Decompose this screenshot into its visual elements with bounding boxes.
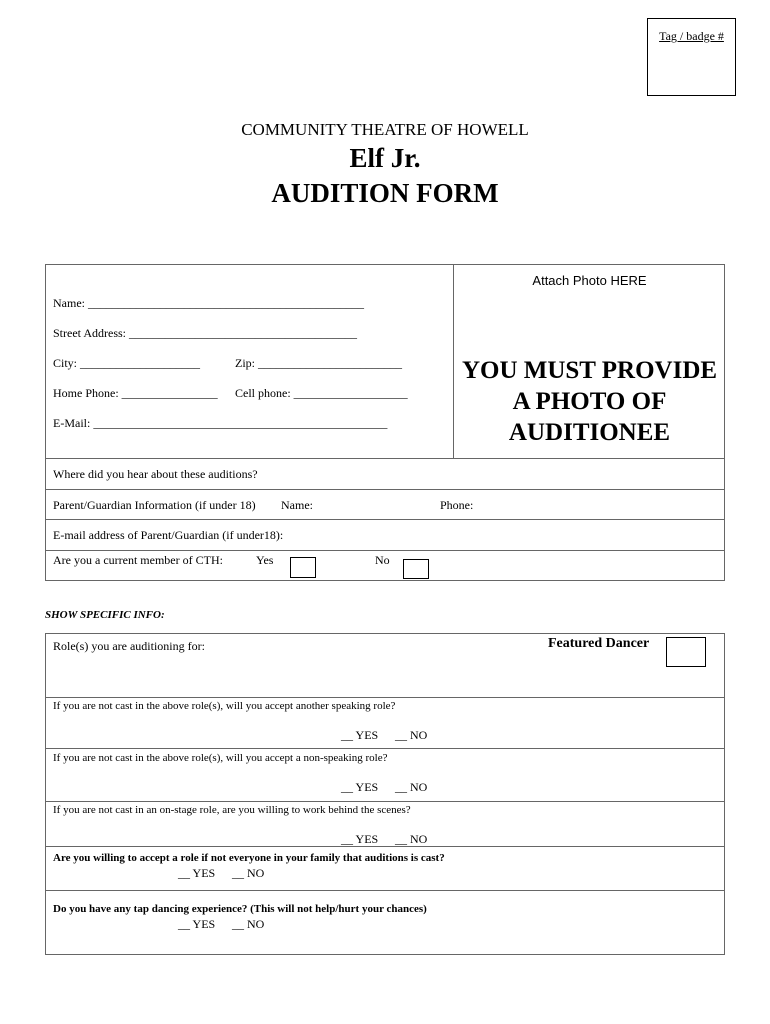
behind-scenes-yes[interactable]: __ YES xyxy=(341,832,379,846)
non-speaking-role-yes[interactable]: __ YES xyxy=(341,780,379,794)
member-no-checkbox[interactable] xyxy=(403,559,429,579)
row-divider xyxy=(45,519,725,520)
home-phone-field[interactable]: Home Phone: ________________ xyxy=(53,386,218,400)
non-speaking-role-question: If you are not cast in the above role(s), will you accept a non-speaking role? xyxy=(53,752,388,764)
speaking-role-question: If you are not cast in the above role(s), will you accept another speaking role? xyxy=(53,700,396,712)
family-cast-question: Are you willing to accept a role if not everyone in your family that auditions is cast? xyxy=(53,852,445,864)
non-speaking-role-no[interactable]: __ NO xyxy=(395,780,428,794)
parent-phone-field[interactable]: Phone: xyxy=(440,498,474,512)
tap-dancing-yes[interactable]: __ YES xyxy=(178,917,216,931)
organization-name: COMMUNITY THEATRE OF HOWELL xyxy=(241,120,529,139)
street-address-field[interactable]: Street Address: ______________________________________ xyxy=(53,326,357,340)
member-no-label: No xyxy=(375,553,390,567)
photo-required-notice xyxy=(454,355,725,448)
photo-notice-line: A PHOTO OF xyxy=(512,388,667,415)
photo-notice-line: YOU MUST PROVIDE xyxy=(461,357,718,384)
tap-dancing-no[interactable]: __ NO xyxy=(232,917,265,931)
parent-info-label: Parent/Guardian Information (if under 18) xyxy=(53,498,256,512)
cell-phone-field[interactable]: Cell phone: ___________________ xyxy=(235,386,408,400)
member-question: Are you a current member of CTH: xyxy=(53,553,223,567)
featured-dancer-label: Featured Dancer xyxy=(548,636,650,651)
row-divider xyxy=(45,489,725,490)
family-cast-yes[interactable]: __ YES xyxy=(178,866,216,880)
row-divider xyxy=(45,846,725,847)
email-field[interactable]: E-Mail: _________________________________________________ xyxy=(53,416,388,430)
show-title: Elf Jr. xyxy=(349,143,421,173)
row-divider xyxy=(45,801,725,802)
tag-badge-label: Tag / badge # xyxy=(659,29,724,43)
family-cast-no[interactable]: __ NO xyxy=(232,866,265,880)
name-field[interactable]: Name: ______________________________________________ xyxy=(53,296,364,310)
city-field[interactable]: City: ____________________ xyxy=(53,356,201,370)
member-yes-checkbox[interactable] xyxy=(290,557,316,578)
parent-email-field[interactable]: E-mail address of Parent/Guardian (if under18): xyxy=(53,528,284,542)
speaking-role-yes[interactable]: __ YES xyxy=(341,728,379,742)
row-divider xyxy=(45,458,725,459)
hear-about-question[interactable]: Where did you hear about these auditions? xyxy=(53,467,258,481)
tag-badge-box[interactable] xyxy=(647,18,736,96)
member-yes-label: Yes xyxy=(256,553,274,567)
roles-auditioning-field[interactable]: Role(s) you are auditioning for: xyxy=(53,639,205,653)
row-divider xyxy=(45,550,725,551)
tap-dancing-question: Do you have any tap dancing experience? (This will not help/hurt your chances) xyxy=(53,903,427,915)
row-divider xyxy=(45,697,725,698)
photo-notice-line: AUDITIONEE xyxy=(508,419,671,446)
row-divider xyxy=(45,890,725,891)
behind-scenes-no[interactable]: __ NO xyxy=(395,832,428,846)
form-title: AUDITION FORM xyxy=(271,178,499,208)
row-divider xyxy=(45,748,725,749)
behind-scenes-question: If you are not cast in an on-stage role, are you willing to work behind the scenes? xyxy=(53,804,411,816)
show-specific-heading: SHOW SPECIFIC INFO: xyxy=(45,609,165,621)
parent-name-field[interactable]: Name: xyxy=(281,498,313,512)
featured-dancer-checkbox[interactable] xyxy=(666,637,706,667)
speaking-role-no[interactable]: __ NO xyxy=(395,728,428,742)
zip-field[interactable]: Zip: ________________________ xyxy=(235,356,402,370)
attach-photo-label: Attach Photo HERE xyxy=(532,273,647,288)
